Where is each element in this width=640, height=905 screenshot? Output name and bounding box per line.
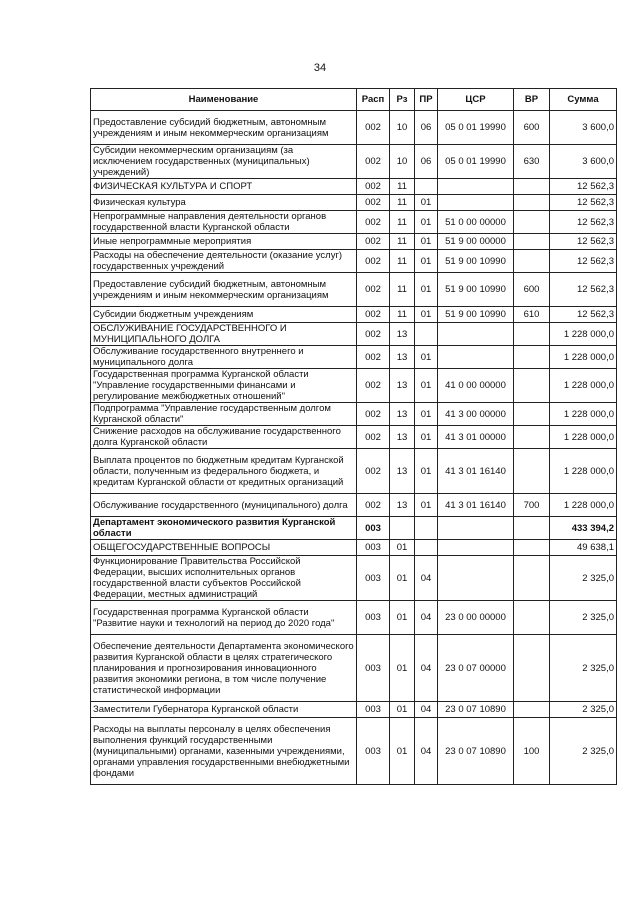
cell-sum: 1 228 000,0: [550, 346, 617, 369]
cell-sum: 12 562,3: [550, 273, 617, 307]
cell-rz: 10: [390, 145, 415, 179]
cell-rasp: 003: [357, 718, 390, 785]
cell-pr: 01: [415, 195, 438, 211]
cell-csr: 41 3 00 00000: [438, 403, 514, 426]
col-header-csr: ЦСР: [438, 89, 514, 111]
cell-csr: 51 9 00 10990: [438, 250, 514, 273]
cell-pr: 01: [415, 250, 438, 273]
cell-vr: [514, 403, 550, 426]
cell-rasp: 002: [357, 273, 390, 307]
cell-pr: 01: [415, 426, 438, 449]
cell-vr: [514, 635, 550, 702]
cell-csr: 23 0 00 00000: [438, 601, 514, 635]
table-row: [91, 195, 617, 211]
cell-name: Непрограммные направления деятельности органов государственной власти Курганской области: [91, 211, 357, 234]
cell-rz: 11: [390, 211, 415, 234]
table-row: [91, 517, 617, 540]
cell-rz: 13: [390, 323, 415, 346]
cell-rasp: 003: [357, 517, 390, 540]
cell-vr: 600: [514, 111, 550, 145]
cell-name: Государственная программа Курганской области "Управление государственными финансами и регулирование межбюджетных отношений": [91, 369, 357, 403]
cell-rasp: 002: [357, 323, 390, 346]
cell-rasp: 003: [357, 702, 390, 718]
table-row: [91, 273, 617, 307]
cell-pr: [415, 323, 438, 346]
cell-csr: 05 0 01 19990: [438, 145, 514, 179]
cell-csr: [438, 179, 514, 195]
cell-csr: 51 9 00 10990: [438, 307, 514, 323]
cell-name: Иные непрограммные мероприятия: [91, 234, 357, 250]
table-row: [91, 234, 617, 250]
cell-sum: 3 600,0: [550, 111, 617, 145]
cell-csr: [438, 517, 514, 540]
cell-pr: 01: [415, 234, 438, 250]
cell-csr: 41 0 00 00000: [438, 369, 514, 403]
cell-rz: 13: [390, 346, 415, 369]
cell-name: Департамент экономического развития Курганской области: [91, 517, 357, 540]
cell-csr: 23 0 07 10890: [438, 702, 514, 718]
col-header-rasp: Расп: [357, 89, 390, 111]
table-row: [91, 250, 617, 273]
cell-name: Обеспечение деятельности Департамента экономического развития Курганской области в целях стратегического планирования и прогнозирования инновационного развития экономики региона, в том числе получение статистической информации: [91, 635, 357, 702]
cell-name: Снижение расходов на обслуживание государственного долга Курганской области: [91, 426, 357, 449]
cell-rasp: 002: [357, 494, 390, 517]
cell-sum: 49 638,1: [550, 540, 617, 556]
cell-vr: [514, 702, 550, 718]
table-row: [91, 346, 617, 369]
cell-rasp: 003: [357, 635, 390, 702]
cell-sum: 12 562,3: [550, 179, 617, 195]
page-number: 34: [313, 62, 327, 74]
table-row: [91, 426, 617, 449]
cell-vr: [514, 323, 550, 346]
cell-sum: 12 562,3: [550, 307, 617, 323]
cell-sum: 12 562,3: [550, 250, 617, 273]
cell-sum: 1 228 000,0: [550, 403, 617, 426]
cell-rasp: 002: [357, 211, 390, 234]
cell-csr: [438, 540, 514, 556]
cell-name: ОБЩЕГОСУДАРСТВЕННЫЕ ВОПРОСЫ: [91, 540, 357, 556]
table-row: [91, 556, 617, 601]
table-row: [91, 449, 617, 494]
table-row: [91, 179, 617, 195]
cell-csr: [438, 346, 514, 369]
cell-rasp: 003: [357, 556, 390, 601]
col-header-pr: ПР: [415, 89, 438, 111]
cell-vr: [514, 540, 550, 556]
table-row: [91, 369, 617, 403]
table-row: [91, 211, 617, 234]
col-header-name: Наименование: [91, 89, 357, 111]
cell-name: ОБСЛУЖИВАНИЕ ГОСУДАРСТВЕННОГО И МУНИЦИПАЛЬНОГО ДОЛГА: [91, 323, 357, 346]
cell-rasp: 002: [357, 111, 390, 145]
cell-name: Предоставление субсидий бюджетным, автономным учреждениям и иным некоммерческим организациям: [91, 273, 357, 307]
cell-sum: 2 325,0: [550, 601, 617, 635]
col-header-vr: ВР: [514, 89, 550, 111]
cell-rasp: 002: [357, 369, 390, 403]
cell-rz: 11: [390, 234, 415, 250]
table-row: [91, 307, 617, 323]
cell-pr: 06: [415, 145, 438, 179]
cell-csr: 23 0 07 10890: [438, 718, 514, 785]
cell-vr: [514, 211, 550, 234]
cell-vr: [514, 346, 550, 369]
table-row: [91, 718, 617, 785]
cell-rasp: 002: [357, 426, 390, 449]
cell-csr: 41 3 01 00000: [438, 426, 514, 449]
cell-rz: 11: [390, 307, 415, 323]
cell-vr: [514, 449, 550, 494]
cell-rz: 13: [390, 449, 415, 494]
cell-vr: [514, 250, 550, 273]
cell-csr: [438, 323, 514, 346]
cell-csr: [438, 556, 514, 601]
table-row: [91, 601, 617, 635]
cell-vr: 100: [514, 718, 550, 785]
budget-table: [90, 88, 617, 785]
cell-rasp: 002: [357, 234, 390, 250]
cell-pr: 04: [415, 702, 438, 718]
cell-csr: 51 9 00 10990: [438, 273, 514, 307]
table-row: [91, 494, 617, 517]
cell-pr: 01: [415, 211, 438, 234]
cell-rasp: 002: [357, 403, 390, 426]
cell-rz: 11: [390, 273, 415, 307]
cell-vr: [514, 195, 550, 211]
cell-pr: 01: [415, 307, 438, 323]
cell-rz: 11: [390, 250, 415, 273]
cell-vr: [514, 517, 550, 540]
cell-pr: 01: [415, 369, 438, 403]
cell-rz: 11: [390, 195, 415, 211]
cell-rz: 11: [390, 179, 415, 195]
cell-rasp: 002: [357, 145, 390, 179]
cell-rasp: 002: [357, 307, 390, 323]
cell-vr: 700: [514, 494, 550, 517]
cell-rasp: 003: [357, 601, 390, 635]
cell-rz: 01: [390, 556, 415, 601]
cell-sum: 2 325,0: [550, 702, 617, 718]
table-header-row: [91, 89, 617, 111]
cell-vr: 630: [514, 145, 550, 179]
cell-name: Предоставление субсидий бюджетным, автономным учреждениям и иным некоммерческим организациям: [91, 111, 357, 145]
cell-pr: 01: [415, 494, 438, 517]
cell-name: Функционирование Правительства Российской Федерации, высших исполнительных органов государственной власти субъектов Российской Федерации, местных администраций: [91, 556, 357, 601]
cell-sum: 1 228 000,0: [550, 449, 617, 494]
cell-sum: 1 228 000,0: [550, 494, 617, 517]
cell-name: Субсидии бюджетным учреждениям: [91, 307, 357, 323]
cell-name: Расходы на выплаты персоналу в целях обеспечения выполнения функций государственными (муниципальными) органами, казенными учреждениями, органами управления государственными внебюджетными фондами: [91, 718, 357, 785]
cell-rasp: 002: [357, 449, 390, 494]
cell-rasp: 002: [357, 250, 390, 273]
cell-sum: 1 228 000,0: [550, 369, 617, 403]
cell-vr: [514, 556, 550, 601]
cell-vr: [514, 369, 550, 403]
cell-rz: 10: [390, 111, 415, 145]
cell-sum: 2 325,0: [550, 635, 617, 702]
cell-rz: 13: [390, 403, 415, 426]
table-row: [91, 403, 617, 426]
cell-sum: 12 562,3: [550, 234, 617, 250]
table-row: [91, 635, 617, 702]
table-row: [91, 702, 617, 718]
cell-sum: 1 228 000,0: [550, 426, 617, 449]
cell-rz: [390, 517, 415, 540]
cell-sum: 1 228 000,0: [550, 323, 617, 346]
table-row: [91, 323, 617, 346]
cell-pr: [415, 517, 438, 540]
cell-csr: [438, 195, 514, 211]
cell-name: Обслуживание государственного (муниципального) долга: [91, 494, 357, 517]
cell-pr: 04: [415, 601, 438, 635]
cell-csr: 05 0 01 19990: [438, 111, 514, 145]
cell-rz: 01: [390, 718, 415, 785]
cell-pr: 01: [415, 403, 438, 426]
cell-name: Государственная программа Курганской области "Развитие науки и технологий на период до 2020 года": [91, 601, 357, 635]
cell-rz: 01: [390, 540, 415, 556]
cell-vr: [514, 179, 550, 195]
cell-pr: 04: [415, 635, 438, 702]
cell-vr: 600: [514, 273, 550, 307]
cell-name: Физическая культура: [91, 195, 357, 211]
col-header-rz: Рз: [390, 89, 415, 111]
cell-rasp: 002: [357, 179, 390, 195]
cell-rz: 13: [390, 494, 415, 517]
cell-rz: 01: [390, 635, 415, 702]
cell-rz: 01: [390, 601, 415, 635]
cell-pr: 01: [415, 346, 438, 369]
cell-sum: 12 562,3: [550, 195, 617, 211]
cell-name: Субсидии некоммерческим организациям (за исключением государственных (муниципальных) учреждений): [91, 145, 357, 179]
cell-sum: 433 394,2: [550, 517, 617, 540]
cell-pr: 04: [415, 556, 438, 601]
cell-name: Обслуживание государственного внутреннего и муниципального долга: [91, 346, 357, 369]
cell-vr: [514, 601, 550, 635]
cell-rasp: 002: [357, 195, 390, 211]
cell-vr: [514, 234, 550, 250]
cell-csr: 23 0 07 00000: [438, 635, 514, 702]
table-row: [91, 111, 617, 145]
cell-name: ФИЗИЧЕСКАЯ КУЛЬТУРА И СПОРТ: [91, 179, 357, 195]
cell-sum: 3 600,0: [550, 145, 617, 179]
cell-csr: 51 0 00 00000: [438, 211, 514, 234]
cell-vr: 610: [514, 307, 550, 323]
cell-rz: 13: [390, 426, 415, 449]
cell-name: Расходы на обеспечение деятельности (оказание услуг) государственных учреждений: [91, 250, 357, 273]
cell-pr: 01: [415, 449, 438, 494]
cell-rz: 13: [390, 369, 415, 403]
cell-sum: 2 325,0: [550, 556, 617, 601]
cell-name: Выплата процентов по бюджетным кредитам Курганской области, полученным из федерального бюджета, и кредитам Курганской области от кредитных организаций: [91, 449, 357, 494]
cell-rasp: 003: [357, 540, 390, 556]
cell-csr: 41 3 01 16140: [438, 494, 514, 517]
cell-csr: 41 3 01 16140: [438, 449, 514, 494]
cell-pr: 04: [415, 718, 438, 785]
col-header-sum: Сумма: [550, 89, 617, 111]
table-row: [91, 145, 617, 179]
cell-csr: 51 9 00 00000: [438, 234, 514, 250]
cell-pr: [415, 540, 438, 556]
cell-pr: 01: [415, 273, 438, 307]
cell-sum: 2 325,0: [550, 718, 617, 785]
cell-sum: 12 562,3: [550, 211, 617, 234]
cell-pr: [415, 179, 438, 195]
cell-name: Заместители Губернатора Курганской области: [91, 702, 357, 718]
cell-vr: [514, 426, 550, 449]
table-row: [91, 540, 617, 556]
cell-rasp: 002: [357, 346, 390, 369]
cell-pr: 06: [415, 111, 438, 145]
cell-rz: 01: [390, 702, 415, 718]
cell-name: Подпрограмма "Управление государственным долгом Курганской области": [91, 403, 357, 426]
